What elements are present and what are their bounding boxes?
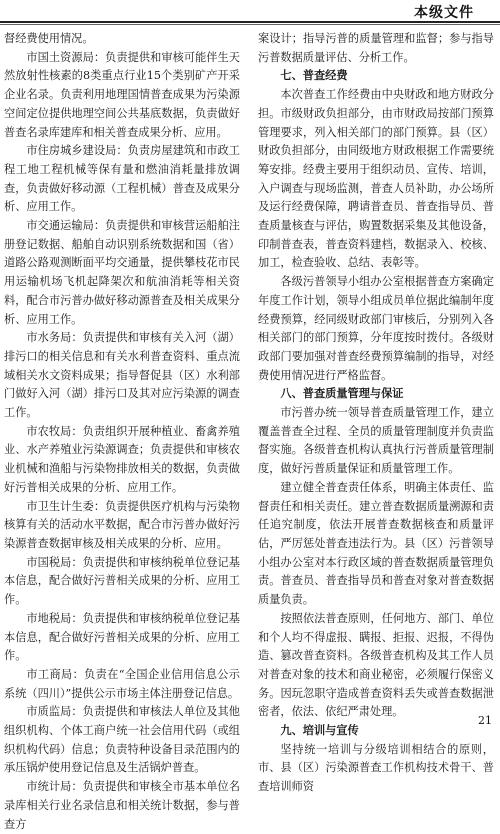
paragraph: 市水务局：负责提供和审核有关入河（湖）排污口的相关信息和有关水利普查资料、重点流域相关水文资料成果；指导督促县（区）水利部门做好入河（湖）排污口及其对应污染源的调查工作。	[4, 331, 240, 420]
paragraph: 市交通运输局：负责提供和审核营运船舶注册登记数据、船舶自动识别系统数据和国（省）道路公路观测断面平均交通量，提供攀枝花市民用运输机场飞机起降架次和航油消耗等相关资料，配合市污普办做好移动源普查及相关成果分析、应用工作。	[4, 219, 240, 326]
paragraph: 市质监局：负责提供和审核法人单位及其他组织机构、个体工商户统一社会信用代码（或组织机构代码）信息；负责特种设备目录范围内的承压锅炉使用登记信息及生活锅炉普查。	[4, 705, 240, 775]
paragraph: 本次普查工作经费由中央财政和地方财政分担。市级财政负担部分，由市财政局按部门预算管理要求，列入相关部门的部门预算。县（区）财政负担部分，由同级地方财政根据工作需要统筹安排。经费主要用于组织动员、宣传、培训，入户调查与现场监测，普查人员补助，办公场所及运行经费保障，聘请普查员、普查指导员、普查质量核查与评估，购置数据采集及其他设备，印制普查表，普查资料建档，数据录入、校核、加工，检查验收、总结、表彰等。	[258, 88, 494, 270]
paragraph: 市工商局：负责在“全国企业信用信息公示系统（四川）”提供公示市场主体注册登记信息。	[4, 667, 240, 700]
paragraph: 市统计局：负责提供和审核全市基本单位名录库相关行业名录信息和相关统计数据，参与普查方	[4, 780, 240, 831]
header-rule	[0, 21, 500, 23]
paragraph: 市地税局：负责提供和审核纳税单位登记基本信息，配合做好污普相关成果的分析、应用工作。	[4, 611, 240, 663]
section-heading: 八、普查质量管理与保证	[280, 387, 404, 401]
paragraph: 案设计；指导污普的质量管理和监督；参与指导污普数据质量评估、分析工作。	[258, 32, 494, 64]
left-column	[4, 30, 240, 834]
section-heading: 九、培训与宣传	[280, 724, 359, 738]
paragraph: 按照依法普查原则，任何地方、部门、单位和个人均不得虚报、瞒报、拒报、迟报，不得伪造、篡改普查资料。各级普查机构及其工作人员对普查对象的技术和商业秘密，必须履行保密义务。因玩忽职守造成普查资料丢失或普查数据泄密者，依法、依纪严肃处理。	[258, 611, 494, 719]
paragraph: 督经费使用情况。	[4, 32, 94, 45]
section-heading: 七、普查经费	[280, 69, 348, 83]
right-column	[258, 30, 494, 797]
paragraph: 各级污普领导小组办公室根据普查方案确定年度工作计划，领导小组成员单位据此编制年度经费预算，经同级财政部门审核后，分别列入各相关部门的部门预算，分年度按时拨付。各级财政部门要加强对普查经费预算编制的指导，对经费使用情况进行严格监督。	[258, 275, 494, 382]
paragraph: 坚持统一培训与分级培训相结合的原则，市、县（区）污染源普查工作机构技术骨干、普查培训师资	[258, 742, 494, 794]
paragraph: 市国土资源局：负责提供和审核可能伴生天然放射性核素的8类重点行业15个类别矿产开采企业名录。负责利用地理国情普查成果为污染源空间定位提供地理空间公共基底数据，负责做好普查名录库建库和相关普查成果分析、应用。	[4, 50, 240, 139]
page-number: 21	[478, 714, 492, 727]
paragraph: 市国税局：负责提供和审核纳税单位登记基本信息，配合做好污普相关成果的分析、应用工作。	[4, 555, 240, 607]
paragraph: 市农牧局：负责组织开展种植业、畜禽养殖业、水产养殖业污染源调查；负责提供和审核农业机械和渔船与污染物排放相关的数据，负责做好污普相关成果的分析、应用工作。	[4, 424, 240, 494]
page-header	[0, 0, 500, 20]
paragraph: 市卫生计生委：负责提供医疗机构与污染物核算有关的活动水平数据，配合市污普办做好污染源普查数据审核及相关成果的分析、应用。	[4, 499, 240, 550]
section-label: 本级文件	[414, 5, 474, 21]
header-rule-thin	[0, 24, 500, 25]
paragraph: 市污普办统一领导普查质量管理工作，建立覆盖普查全过程、全员的质量管理制度并负责监督实施。各级普查机构认真执行污普质量管理制度，做好污普质量保证和质量管理工作。	[258, 406, 494, 476]
paragraph: 建立健全普查责任体系，明确主体责任、监督责任和相关责任。建立普查数据质量溯源和责任追究制度，依法开展普查数据核查和质量评估，严厉惩处普查违法行为。县（区）污普领导小组办公室对本行政区域的普查数据质量管理负责。普查员、普查指导员和普查对象对普查数据质量负责。	[258, 480, 494, 607]
paragraph: 市住房城乡建设局：负责房屋建筑和市政工程工地工程机械等保有量和燃油消耗量排放调查，负责做好移动源（工程机械）普查及成果分析、应用工作。	[4, 144, 240, 214]
